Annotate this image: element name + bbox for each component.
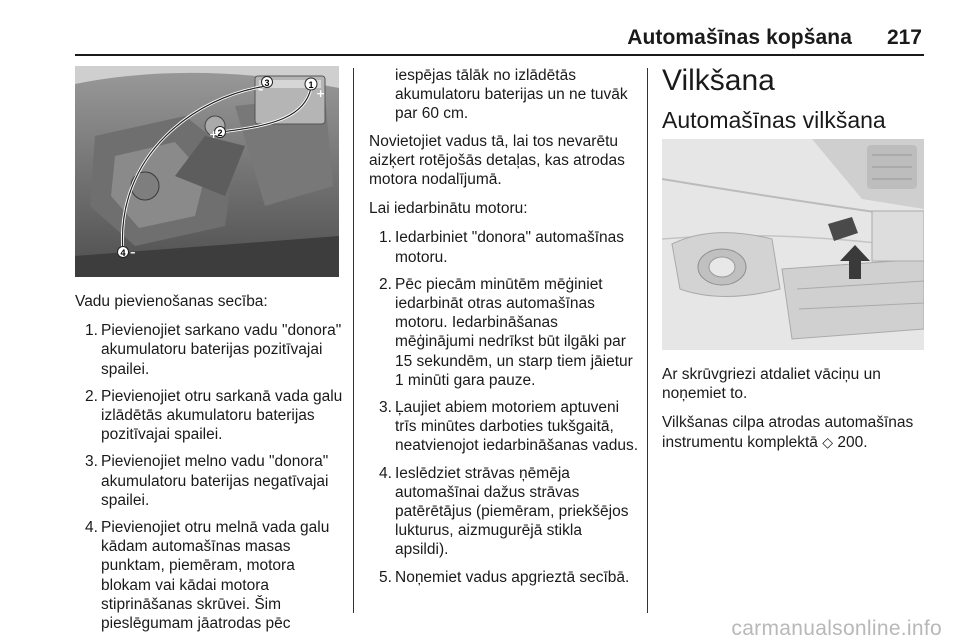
callout-1: 1 (308, 80, 314, 90)
list-item: 2. Pievienojiet otru sarkanā vada galu izlādētās akumulatoru baterijas pozitīvajai spailei. (85, 387, 343, 444)
towing-eye-figure (662, 139, 924, 350)
callout-3-sign: – (258, 83, 264, 96)
engine-bay-illustration (75, 66, 339, 277)
column-divider-left (353, 68, 354, 613)
header-rule (75, 54, 924, 56)
list-item: 5. Noņemiet vadus apgrieztā secībā. (379, 568, 630, 586)
page-reference-icon: ◇ (822, 434, 834, 451)
page-header (0, 0, 960, 56)
list-item: 4. Ieslēdziet strāvas ņēmēja automašīnai dažus strāvas patērētājus (piemēram, priekšējos lukturus, aizmugurējā stikla apsildi). (379, 464, 629, 559)
list-item: 1. Iedarbiniet "donora" automašīnas motoru. (379, 229, 625, 266)
callout-2-sign: + (209, 128, 219, 141)
connection-steps-list (75, 321, 343, 633)
start-engine-intro: Lai iedarbinātu motoru: (369, 200, 528, 218)
callout-1-sign: + (316, 87, 326, 100)
section-subheading: Automašīnas vilkšana (662, 107, 886, 133)
callout-2: 2 (217, 128, 223, 138)
list-item: 3. Pievienojiet melno vadu "donora" akumulatoru baterijas negatīvajai spailei. (85, 453, 329, 509)
list-item: 2. Pēc piecām minūtēm mēģiniet iedarbināt otras automašīnas motoru. Iedarbināšanas mēģinājumi nedrīkst būt ilgāki par 15 sekundēm, un starp tiem jāietur 1 minūti gara pauze. (379, 275, 633, 389)
callout-4-sign: – (130, 246, 136, 259)
towing-eye-location-paragraph: Vilkšanas cilpa atrodas automašīnas instrumentu komplektā ◇ 200. (662, 414, 914, 451)
list-item: 4. Pievienojiet otru melnā vada galu kādam automašīnas masas punktam, piemēram, motora blokam vai kādai motora stiprināšanas skrūvei. Šim pieslēgumam jāatrodas pēc (85, 519, 330, 633)
start-steps-list (369, 228, 639, 586)
left-intro: Vadu pievienošanas secība: (75, 293, 268, 310)
column-divider-right (647, 68, 648, 613)
page-number: 217 (886, 26, 922, 49)
right-column-text (662, 365, 927, 463)
front-bumper-illustration (662, 139, 924, 350)
section-heading: Vilkšana (662, 64, 775, 97)
continuation-text: iespējas tālāk no izlādētās akumulatoru baterijas un ne tuvāk par 60 cm. (395, 67, 628, 123)
engine-bay-figure (75, 66, 339, 277)
list-item: 3. Ļaujiet abiem motoriem aptuveni trīs minūtes darboties tukšgaitā, neatvienojot iedarbināšanas vadus. (379, 399, 639, 455)
running-title: Automašīnas kopšana (627, 26, 852, 49)
watermark: carmanualsonline.info (731, 617, 942, 640)
callout-4: 4 (120, 248, 126, 258)
middle-column-text (369, 66, 639, 595)
left-column-text (75, 292, 343, 641)
remove-cover-paragraph: Ar skrūvgriezi atdaliet vāciņu un noņemiet to. (662, 366, 881, 403)
list-item: 1. Pievienojiet sarkano vadu "donora" akumulatoru baterijas pozitīvajai spailei. (85, 322, 342, 378)
callout-3: 3 (264, 78, 270, 88)
cable-routing-paragraph: Novietojiet vadus tā, lai tos nevarētu aizķert rotējošās detaļas, kas atrodas motora nodalījumā. (369, 132, 625, 189)
